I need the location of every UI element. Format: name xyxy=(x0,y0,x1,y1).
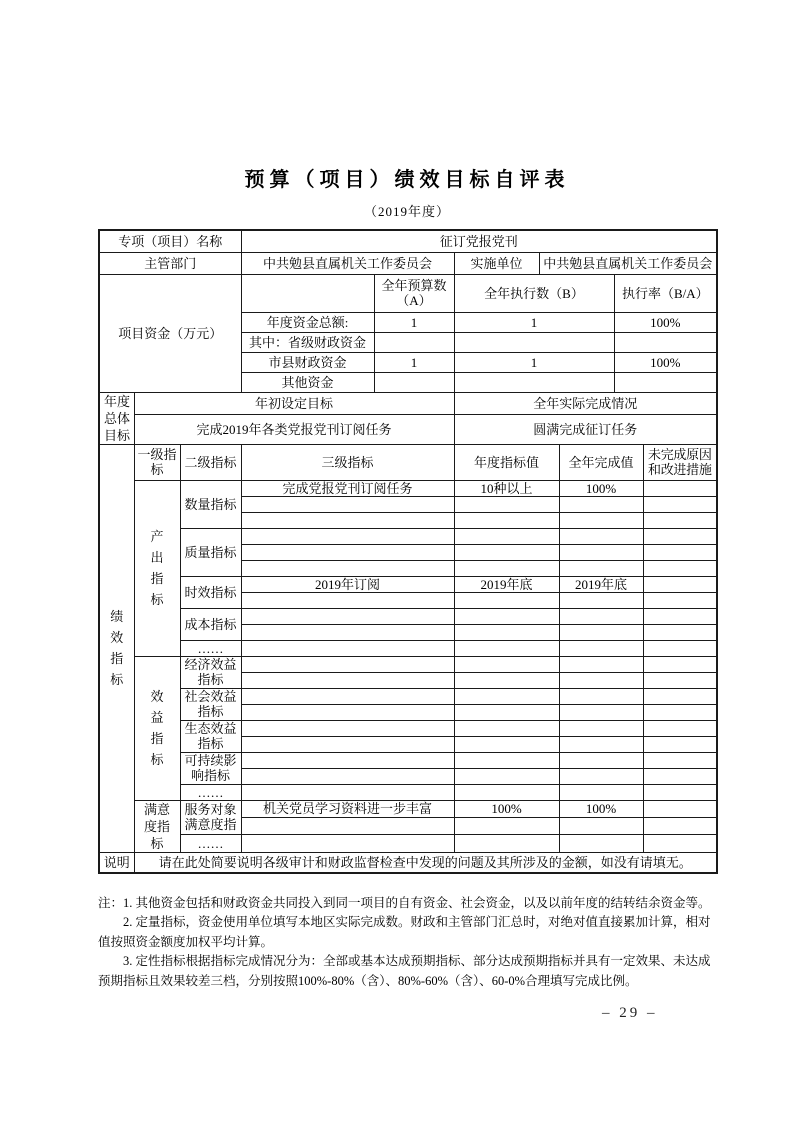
empty-cell xyxy=(643,688,717,704)
funds-col-exec: 全年执行数（B） xyxy=(454,274,614,312)
table-row xyxy=(99,576,717,592)
empty-cell xyxy=(454,592,559,608)
empty-cell xyxy=(454,332,614,352)
empty-cell xyxy=(454,372,614,392)
empty-cell xyxy=(559,720,643,736)
l1-benefit-cell xyxy=(134,656,180,800)
empty-cell xyxy=(241,496,454,512)
fund-total-budget: 1 xyxy=(374,312,454,332)
empty-cell xyxy=(241,274,374,312)
done-value-cell: 2019年底 xyxy=(559,576,643,592)
empty-cell xyxy=(241,560,454,576)
dept-value: 中共勉县直属机关工作委员会 xyxy=(241,252,454,274)
empty-cell xyxy=(643,496,717,512)
table-row xyxy=(99,274,717,312)
empty-cell xyxy=(643,672,717,688)
empty-cell xyxy=(643,592,717,608)
empty-cell xyxy=(643,528,717,544)
empty-cell xyxy=(559,817,643,834)
l3-cell: 机关党员学习资料进一步丰富 xyxy=(241,800,454,817)
empty-cell xyxy=(643,768,717,784)
project-name-label: 专项（项目）名称 xyxy=(99,230,241,252)
document-content xyxy=(98,0,716,991)
remark-text: 请在此处简要说明各级审计和财政监督检查中发现的问题及其所涉及的金额，如没有请填无。 xyxy=(134,852,717,873)
col-annual-header: 年度指标值 xyxy=(454,444,559,480)
fund-county-rate: 100% xyxy=(614,352,717,372)
empty-cell xyxy=(454,688,559,704)
col-reason-header: 未完成原因和改进措施 xyxy=(643,444,717,480)
empty-cell xyxy=(454,720,559,736)
empty-cell xyxy=(454,608,559,624)
empty-cell xyxy=(454,752,559,768)
table-row xyxy=(99,752,717,768)
empty-cell xyxy=(643,704,717,720)
empty-cell xyxy=(643,544,717,560)
l2-sustain-cell: 可持续影响指标 xyxy=(180,752,241,784)
table-row xyxy=(99,252,717,274)
empty-cell xyxy=(374,332,454,352)
l2-service-cell: 服务对象满意度指 xyxy=(180,800,241,835)
footnote-3: 3. 定性指标根据指标完成情况分为：全部或基本达成预期指标、部分达成预期指标并具有一定效果、未达成预期指标且效果较差三档，分别按照100%-80%（含）、80%-60%（含）、60-0%合理填写完成比例。 xyxy=(98,954,711,988)
empty-cell xyxy=(559,624,643,640)
reason-cell xyxy=(643,800,717,817)
annual-value-cell: 2019年底 xyxy=(454,576,559,592)
empty-cell xyxy=(454,736,559,752)
footnotes xyxy=(98,894,716,991)
empty-cell xyxy=(643,835,717,852)
empty-cell xyxy=(559,512,643,528)
l3-cell: 2019年订阅 xyxy=(241,576,454,592)
fund-county-budget: 1 xyxy=(374,352,454,372)
empty-cell xyxy=(643,720,717,736)
fund-total-label: 年度资金总额: xyxy=(241,312,374,332)
goal-set-header: 年初设定目标 xyxy=(134,392,454,415)
l2-social-cell: 社会效益指标 xyxy=(180,688,241,720)
page-subtitle: （2019年度） xyxy=(363,204,450,219)
empty-cell xyxy=(643,752,717,768)
empty-cell xyxy=(559,672,643,688)
empty-cell xyxy=(643,736,717,752)
empty-cell xyxy=(241,640,454,656)
empty-cell xyxy=(241,512,454,528)
empty-cell xyxy=(559,528,643,544)
done-value-cell: 100% xyxy=(559,800,643,817)
empty-cell xyxy=(643,608,717,624)
empty-cell xyxy=(454,560,559,576)
empty-cell xyxy=(559,560,643,576)
goal-set-value: 完成2019年各类党报党刊订阅任务 xyxy=(134,415,454,444)
table-row xyxy=(99,656,717,672)
l2-ellipsis-cell: …… xyxy=(180,835,241,852)
goal-actual-header: 全年实际完成情况 xyxy=(454,392,717,415)
footnote-1: 注：1. 其他资金包括和财政资金共同投入到同一项目的自有资金、社会资金，以及以前年度的结转结余资金等。 xyxy=(98,896,711,910)
l2-ellipsis-cell: …… xyxy=(180,784,241,800)
self-evaluation-table xyxy=(98,229,718,874)
empty-cell xyxy=(241,704,454,720)
page-title: 预算（项目）绩效目标自评表 xyxy=(244,169,570,191)
table-row xyxy=(99,800,717,817)
empty-cell xyxy=(454,784,559,800)
project-name-value: 征订党报党刊 xyxy=(241,230,717,252)
fund-county-exec: 1 xyxy=(454,352,614,372)
empty-cell xyxy=(559,688,643,704)
col-l3-header: 三级指标 xyxy=(241,444,454,480)
empty-cell xyxy=(559,704,643,720)
annual-goal-label-text: 年度总体目标 xyxy=(103,393,130,443)
remark-label: 说明 xyxy=(99,852,134,873)
l1-output-text: 产出指标 xyxy=(150,529,164,607)
annual-value-cell: 10种以上 xyxy=(454,480,559,496)
empty-cell xyxy=(559,752,643,768)
done-value-cell: 100% xyxy=(559,480,643,496)
l2-quantity-cell: 数量指标 xyxy=(180,480,241,528)
fund-county-label: 市县财政资金 xyxy=(241,352,374,372)
empty-cell xyxy=(241,608,454,624)
empty-cell xyxy=(643,512,717,528)
fund-provincial-label: 其中：省级财政资金 xyxy=(241,332,374,352)
l1-output-cell xyxy=(134,480,180,656)
empty-cell xyxy=(241,720,454,736)
col-done-header: 全年完成值 xyxy=(559,444,643,480)
empty-cell xyxy=(454,528,559,544)
empty-cell xyxy=(241,817,454,834)
footnote-2: 2. 定量指标，资金使用单位填写本地区实际完成数。财政和主管部门汇总时，对绝对值直接累加计算，相对值按照资金额度加权平均计算。 xyxy=(98,915,711,949)
empty-cell xyxy=(241,592,454,608)
empty-cell xyxy=(241,784,454,800)
empty-cell xyxy=(454,704,559,720)
l2-economic-cell: 经济效益指标 xyxy=(180,656,241,688)
perf-section-label xyxy=(99,444,134,852)
empty-cell xyxy=(454,656,559,672)
empty-cell xyxy=(643,624,717,640)
table-row xyxy=(99,852,717,873)
empty-cell xyxy=(241,688,454,704)
empty-cell xyxy=(559,640,643,656)
empty-cell xyxy=(559,496,643,512)
reason-cell xyxy=(643,480,717,496)
funds-section-label: 项目资金（万元） xyxy=(99,274,241,392)
col-l1-header: 一级指标 xyxy=(134,444,180,480)
l2-quality-cell: 质量指标 xyxy=(180,528,241,576)
table-row xyxy=(99,415,717,444)
empty-cell xyxy=(643,817,717,834)
fund-other-label: 其他资金 xyxy=(241,372,374,392)
empty-cell xyxy=(614,372,717,392)
annual-value-cell: 100% xyxy=(454,800,559,817)
empty-cell xyxy=(454,624,559,640)
l1-satisfaction-cell xyxy=(134,800,180,852)
unit-value: 中共勉县直属机关工作委员会 xyxy=(539,252,717,274)
table-row xyxy=(99,835,717,852)
funds-col-budget: 全年预算数（A） xyxy=(374,274,454,312)
table-row xyxy=(99,640,717,656)
empty-cell xyxy=(454,640,559,656)
empty-cell xyxy=(643,640,717,656)
empty-cell xyxy=(374,372,454,392)
empty-cell xyxy=(559,656,643,672)
fund-total-exec: 1 xyxy=(454,312,614,332)
l2-ellipsis-cell: …… xyxy=(180,640,241,656)
empty-cell xyxy=(241,624,454,640)
empty-cell xyxy=(559,784,643,800)
empty-cell xyxy=(241,544,454,560)
empty-cell xyxy=(559,768,643,784)
page-number: – 29 – xyxy=(602,1005,658,1021)
empty-cell xyxy=(454,768,559,784)
table-row xyxy=(99,480,717,496)
l1-satisfaction-text: 满意度指标 xyxy=(143,801,170,851)
table-row xyxy=(99,608,717,624)
empty-cell xyxy=(454,512,559,528)
goal-actual-value: 圆满完成征订任务 xyxy=(454,415,717,444)
empty-cell xyxy=(559,835,643,852)
empty-cell xyxy=(241,672,454,688)
empty-cell xyxy=(559,608,643,624)
table-row xyxy=(99,720,717,736)
empty-cell xyxy=(454,672,559,688)
l2-timeliness-cell: 时效指标 xyxy=(180,576,241,608)
table-row xyxy=(99,688,717,704)
empty-cell xyxy=(559,736,643,752)
empty-cell xyxy=(241,768,454,784)
l3-cell: 完成党报党刊订阅任务 xyxy=(241,480,454,496)
unit-label: 实施单位 xyxy=(454,252,539,274)
empty-cell xyxy=(241,656,454,672)
empty-cell xyxy=(643,784,717,800)
table-row xyxy=(99,230,717,252)
reason-cell xyxy=(643,576,717,592)
empty-cell xyxy=(614,332,717,352)
dept-label: 主管部门 xyxy=(99,252,241,274)
annual-goal-section-label xyxy=(99,392,134,444)
empty-cell xyxy=(643,656,717,672)
funds-col-rate: 执行率（B/A） xyxy=(614,274,717,312)
perf-label-text: 绩效指标 xyxy=(110,609,124,687)
empty-cell xyxy=(643,560,717,576)
empty-cell xyxy=(559,592,643,608)
fund-total-rate: 100% xyxy=(614,312,717,332)
l1-benefit-text: 效益指标 xyxy=(150,689,164,767)
empty-cell xyxy=(454,496,559,512)
empty-cell xyxy=(454,544,559,560)
table-row xyxy=(99,784,717,800)
empty-cell xyxy=(241,736,454,752)
empty-cell xyxy=(454,835,559,852)
table-row xyxy=(99,392,717,415)
table-row xyxy=(99,528,717,544)
empty-cell xyxy=(559,544,643,560)
l2-ecological-cell: 生态效益指标 xyxy=(180,720,241,752)
l2-cost-cell: 成本指标 xyxy=(180,608,241,640)
col-l2-header: 二级指标 xyxy=(180,444,241,480)
table-row xyxy=(99,444,717,480)
empty-cell xyxy=(454,817,559,834)
empty-cell xyxy=(241,835,454,852)
empty-cell xyxy=(241,528,454,544)
empty-cell xyxy=(241,752,454,768)
